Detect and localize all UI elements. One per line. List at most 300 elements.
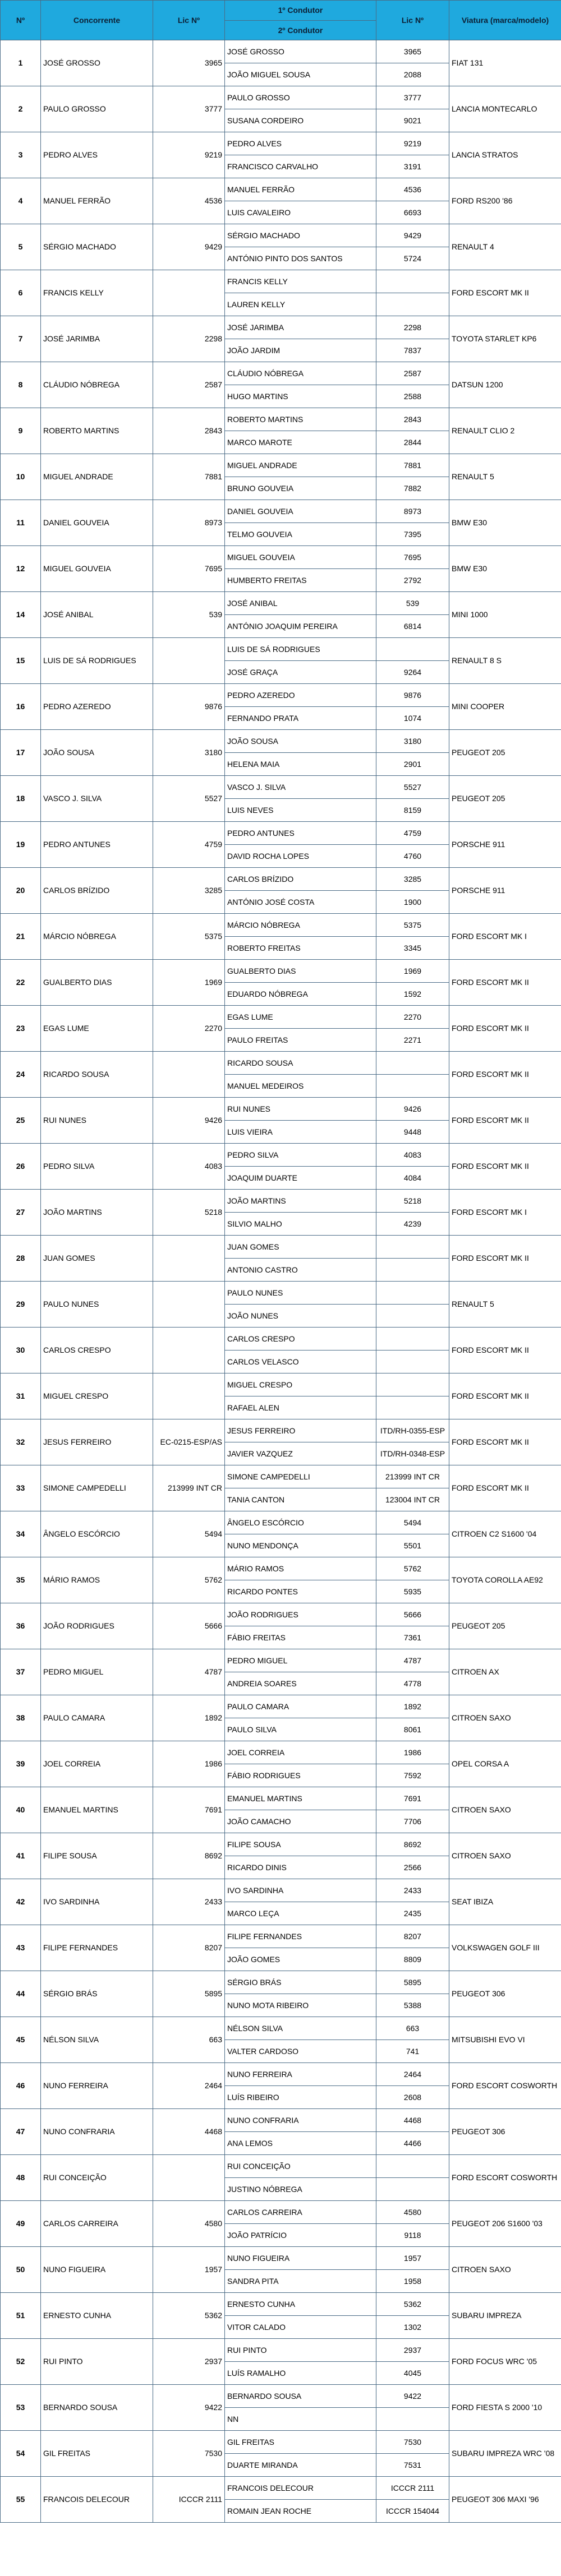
car-model: RENAULT 5 bbox=[449, 1282, 561, 1328]
car-model: MINI 1000 bbox=[449, 592, 561, 638]
entry-number: 40 bbox=[1, 1787, 41, 1833]
table-row bbox=[1, 362, 561, 385]
second-driver-license: 1302 bbox=[376, 2316, 449, 2339]
entry-number: 21 bbox=[1, 914, 41, 960]
first-driver: PEDRO AZEREDO bbox=[225, 684, 376, 707]
car-model: FORD FIESTA S 2000 '10 bbox=[449, 2385, 561, 2431]
table-row bbox=[1, 1787, 561, 1810]
second-driver-license: 7882 bbox=[376, 477, 449, 500]
first-driver-license: 9876 bbox=[376, 684, 449, 707]
car-model: FORD ESCORT MK I bbox=[449, 914, 561, 960]
table-row bbox=[1, 40, 561, 63]
table-row bbox=[1, 1098, 561, 1121]
second-driver: LUIS NEVES bbox=[225, 799, 376, 822]
competitor-license: 213999 INT CR bbox=[153, 1465, 225, 1511]
competitor-name: ROBERTO MARTINS bbox=[41, 408, 153, 454]
second-driver-license: 2792 bbox=[376, 569, 449, 592]
car-model: RENAULT 5 bbox=[449, 454, 561, 500]
second-driver: VITOR CALADO bbox=[225, 2316, 376, 2339]
first-driver: JOÃO MARTINS bbox=[225, 1190, 376, 1213]
second-driver-license: 8809 bbox=[376, 1948, 449, 1971]
header-driver-license: Lic Nº bbox=[376, 1, 449, 40]
first-driver: FILIPE SOUSA bbox=[225, 1833, 376, 1856]
first-driver: NUNO FERREIRA bbox=[225, 2063, 376, 2086]
second-driver: PAULO FREITAS bbox=[225, 1029, 376, 1052]
first-driver-license: 3180 bbox=[376, 730, 449, 753]
first-driver: JOÃO RODRIGUES bbox=[225, 1603, 376, 1626]
entry-number: 52 bbox=[1, 2339, 41, 2385]
car-model: FORD ESCORT MK II bbox=[449, 1144, 561, 1190]
second-driver-license: 5501 bbox=[376, 1534, 449, 1557]
car-model: CITROEN AX bbox=[449, 1649, 561, 1695]
second-driver: RAFAEL ALEN bbox=[225, 1396, 376, 1419]
car-model: FORD ESCORT MK II bbox=[449, 1465, 561, 1511]
second-driver: FERNANDO PRATA bbox=[225, 707, 376, 730]
second-driver: HELENA MAIA bbox=[225, 753, 376, 776]
competitor-license bbox=[153, 2155, 225, 2201]
second-driver-license: 4045 bbox=[376, 2362, 449, 2385]
table-row bbox=[1, 2017, 561, 2040]
first-driver: SIMONE CAMPEDELLI bbox=[225, 1465, 376, 1488]
table-row bbox=[1, 224, 561, 247]
table-header bbox=[1, 1, 561, 40]
table-row bbox=[1, 408, 561, 431]
first-driver: CLÁUDIO NÓBREGA bbox=[225, 362, 376, 385]
second-driver-license: 123004 INT CR bbox=[376, 1488, 449, 1511]
car-model: FORD ESCORT MK II bbox=[449, 1098, 561, 1144]
first-driver: ÂNGELO ESCÓRCIO bbox=[225, 1511, 376, 1534]
table-row bbox=[1, 546, 561, 569]
car-model: SUBARU IMPREZA WRC '08 bbox=[449, 2431, 561, 2477]
first-driver: PAULO GROSSO bbox=[225, 86, 376, 109]
second-driver-license: 2435 bbox=[376, 1902, 449, 1925]
entry-number: 2 bbox=[1, 86, 41, 132]
car-model: FORD ESCORT COSWORTH bbox=[449, 2063, 561, 2109]
second-driver: ANTONIO CASTRO bbox=[225, 1259, 376, 1282]
competitor-name: SIMONE CAMPEDELLI bbox=[41, 1465, 153, 1511]
second-driver-license: 2588 bbox=[376, 385, 449, 408]
second-driver-license: 3191 bbox=[376, 155, 449, 178]
second-driver: RICARDO DINIS bbox=[225, 1856, 376, 1879]
entry-number: 12 bbox=[1, 546, 41, 592]
entry-number: 45 bbox=[1, 2017, 41, 2063]
second-driver: VALTER CARDOSO bbox=[225, 2040, 376, 2063]
second-driver: NUNO MENDONÇA bbox=[225, 1534, 376, 1557]
first-driver-license: 5375 bbox=[376, 914, 449, 937]
competitor-name: JOSÉ ANIBAL bbox=[41, 592, 153, 638]
first-driver-license: 9426 bbox=[376, 1098, 449, 1121]
competitor-license: 663 bbox=[153, 2017, 225, 2063]
second-driver-license: 2608 bbox=[376, 2086, 449, 2109]
entry-number: 41 bbox=[1, 1833, 41, 1879]
first-driver: PEDRO MIGUEL bbox=[225, 1649, 376, 1672]
first-driver: RICARDO SOUSA bbox=[225, 1052, 376, 1075]
first-driver: CARLOS CARREIRA bbox=[225, 2201, 376, 2224]
car-model: FORD ESCORT MK II bbox=[449, 1006, 561, 1052]
entry-number: 46 bbox=[1, 2063, 41, 2109]
first-driver-license: 663 bbox=[376, 2017, 449, 2040]
competitor-name: VASCO J. SILVA bbox=[41, 776, 153, 822]
entry-number: 33 bbox=[1, 1465, 41, 1511]
second-driver: JOÃO GOMES bbox=[225, 1948, 376, 1971]
first-driver-license bbox=[376, 1373, 449, 1396]
first-driver-license bbox=[376, 1236, 449, 1259]
competitor-name: LUIS DE SÁ RODRIGUES bbox=[41, 638, 153, 684]
first-driver: IVO SARDINHA bbox=[225, 1879, 376, 1902]
competitor-name: CARLOS BRÍZIDO bbox=[41, 868, 153, 914]
competitor-name: CARLOS CARREIRA bbox=[41, 2201, 153, 2247]
table-row bbox=[1, 1236, 561, 1259]
entry-number: 7 bbox=[1, 316, 41, 362]
competitor-name: MÁRIO RAMOS bbox=[41, 1557, 153, 1603]
competitor-license: 9219 bbox=[153, 132, 225, 178]
table-row bbox=[1, 1695, 561, 1718]
entry-number: 19 bbox=[1, 822, 41, 868]
competitor-license: 3180 bbox=[153, 730, 225, 776]
competitor-license: 2298 bbox=[153, 316, 225, 362]
entry-number: 48 bbox=[1, 2155, 41, 2201]
car-model: RENAULT CLIO 2 bbox=[449, 408, 561, 454]
competitor-name: RUI CONCEIÇÃO bbox=[41, 2155, 153, 2201]
entry-number: 8 bbox=[1, 362, 41, 408]
second-driver-license bbox=[376, 1305, 449, 1328]
first-driver: ERNESTO CUNHA bbox=[225, 2293, 376, 2316]
first-driver-license: 2433 bbox=[376, 1879, 449, 1902]
table-row bbox=[1, 1190, 561, 1213]
second-driver-license: 7531 bbox=[376, 2454, 449, 2477]
car-model: FORD ESCORT MK I bbox=[449, 1190, 561, 1236]
entry-number: 11 bbox=[1, 500, 41, 546]
competitor-license: 5375 bbox=[153, 914, 225, 960]
entry-number: 5 bbox=[1, 224, 41, 270]
first-driver: JOÃO SOUSA bbox=[225, 730, 376, 753]
competitor-name: SÉRGIO MACHADO bbox=[41, 224, 153, 270]
competitor-name: MIGUEL GOUVEIA bbox=[41, 546, 153, 592]
second-driver-license: 7706 bbox=[376, 1810, 449, 1833]
competitor-license: 1969 bbox=[153, 960, 225, 1006]
first-driver-license: 5494 bbox=[376, 1511, 449, 1534]
car-model: CITROEN SAXO bbox=[449, 1787, 561, 1833]
second-driver: RICARDO PONTES bbox=[225, 1580, 376, 1603]
second-driver-license bbox=[376, 1259, 449, 1282]
car-model: PORSCHE 911 bbox=[449, 822, 561, 868]
competitor-name: ÂNGELO ESCÓRCIO bbox=[41, 1511, 153, 1557]
car-model: PEUGEOT 306 bbox=[449, 2109, 561, 2155]
table-row bbox=[1, 638, 561, 661]
competitor-license bbox=[153, 270, 225, 316]
competitor-license: 5362 bbox=[153, 2293, 225, 2339]
competitor-name: JOÃO MARTINS bbox=[41, 1190, 153, 1236]
second-driver-license: 9448 bbox=[376, 1121, 449, 1144]
entry-number: 53 bbox=[1, 2385, 41, 2431]
second-driver-license bbox=[376, 1396, 449, 1419]
first-driver-license: 7881 bbox=[376, 454, 449, 477]
second-driver-license: 4466 bbox=[376, 2132, 449, 2155]
competitor-name: IVO SARDINHA bbox=[41, 1879, 153, 1925]
header-first-driver: 1º Condutor bbox=[225, 1, 376, 21]
car-model: FORD ESCORT MK II bbox=[449, 270, 561, 316]
second-driver-license: ITD/RH-0348-ESP bbox=[376, 1442, 449, 1465]
entry-number: 23 bbox=[1, 1006, 41, 1052]
entry-number: 17 bbox=[1, 730, 41, 776]
competitor-license bbox=[153, 1373, 225, 1419]
first-driver: CARLOS BRÍZIDO bbox=[225, 868, 376, 891]
first-driver-license: 8973 bbox=[376, 500, 449, 523]
first-driver-license: 1892 bbox=[376, 1695, 449, 1718]
first-driver-license: 3777 bbox=[376, 86, 449, 109]
entry-number: 49 bbox=[1, 2201, 41, 2247]
competitor-name: EMANUEL MARTINS bbox=[41, 1787, 153, 1833]
table-row bbox=[1, 1557, 561, 1580]
competitor-name: DANIEL GOUVEIA bbox=[41, 500, 153, 546]
entry-number: 37 bbox=[1, 1649, 41, 1695]
table-row bbox=[1, 1925, 561, 1948]
table-row bbox=[1, 454, 561, 477]
first-driver: NUNO CONFRARIA bbox=[225, 2109, 376, 2132]
competitor-name: EGAS LUME bbox=[41, 1006, 153, 1052]
second-driver-license: ICCCR 154044 bbox=[376, 2500, 449, 2523]
car-model: FORD ESCORT MK II bbox=[449, 1236, 561, 1282]
first-driver-license bbox=[376, 1052, 449, 1075]
second-driver: ROMAIN JEAN ROCHE bbox=[225, 2500, 376, 2523]
competitor-name: JOÃO SOUSA bbox=[41, 730, 153, 776]
competitor-license bbox=[153, 1328, 225, 1373]
entry-number: 47 bbox=[1, 2109, 41, 2155]
entry-number: 6 bbox=[1, 270, 41, 316]
entry-number: 42 bbox=[1, 1879, 41, 1925]
competitor-name: MÁRCIO NÓBREGA bbox=[41, 914, 153, 960]
entry-number: 36 bbox=[1, 1603, 41, 1649]
second-driver-license: 2271 bbox=[376, 1029, 449, 1052]
car-model: LANCIA STRATOS bbox=[449, 132, 561, 178]
first-driver-license: 5218 bbox=[376, 1190, 449, 1213]
car-model: PEUGEOT 206 S1600 '03 bbox=[449, 2201, 561, 2247]
competitor-license: 5895 bbox=[153, 1971, 225, 2017]
competitor-name: NUNO FERREIRA bbox=[41, 2063, 153, 2109]
car-model: PEUGEOT 205 bbox=[449, 1603, 561, 1649]
second-driver: MANUEL MEDEIROS bbox=[225, 1075, 376, 1098]
competitor-license: 7881 bbox=[153, 454, 225, 500]
competitor-license: 8692 bbox=[153, 1833, 225, 1879]
competitor-license: 5666 bbox=[153, 1603, 225, 1649]
car-model: FORD FOCUS WRC '05 bbox=[449, 2339, 561, 2385]
car-model: PORSCHE 911 bbox=[449, 868, 561, 914]
competitor-license: 1892 bbox=[153, 1695, 225, 1741]
second-driver: ANTÓNIO JOSÉ COSTA bbox=[225, 891, 376, 914]
first-driver: JOSÉ JARIMBA bbox=[225, 316, 376, 339]
second-driver-license: 2566 bbox=[376, 1856, 449, 1879]
table-row bbox=[1, 1419, 561, 1442]
entry-number: 54 bbox=[1, 2431, 41, 2477]
car-model: SEAT IBIZA bbox=[449, 1879, 561, 1925]
second-driver-license: 5935 bbox=[376, 1580, 449, 1603]
second-driver: ANTÓNIO JOAQUIM PEREIRA bbox=[225, 615, 376, 638]
second-driver-license: 4239 bbox=[376, 1213, 449, 1236]
first-driver: CARLOS CRESPO bbox=[225, 1328, 376, 1351]
entry-number: 9 bbox=[1, 408, 41, 454]
first-driver: BERNARDO SOUSA bbox=[225, 2385, 376, 2408]
table-row bbox=[1, 822, 561, 845]
competitor-name: JESUS FERREIRO bbox=[41, 1419, 153, 1465]
competitor-license: 5494 bbox=[153, 1511, 225, 1557]
header-car: Viatura (marca/modelo) bbox=[449, 1, 561, 40]
table-row bbox=[1, 1328, 561, 1351]
table-row bbox=[1, 1833, 561, 1856]
car-model: SUBARU IMPREZA bbox=[449, 2293, 561, 2339]
competitor-license: 4759 bbox=[153, 822, 225, 868]
second-driver-license: 741 bbox=[376, 2040, 449, 2063]
competitor-license: 3965 bbox=[153, 40, 225, 86]
second-driver: MARCO MAROTE bbox=[225, 431, 376, 454]
car-model: CITROEN SAXO bbox=[449, 1695, 561, 1741]
entry-number: 38 bbox=[1, 1695, 41, 1741]
first-driver: JUAN GOMES bbox=[225, 1236, 376, 1259]
competitor-name: MIGUEL CRESPO bbox=[41, 1373, 153, 1419]
table-row bbox=[1, 270, 561, 293]
first-driver: FRANCIS KELLY bbox=[225, 270, 376, 293]
second-driver: NUNO MOTA RIBEIRO bbox=[225, 1994, 376, 2017]
first-driver: PEDRO ANTUNES bbox=[225, 822, 376, 845]
competitor-license: 4468 bbox=[153, 2109, 225, 2155]
table-row bbox=[1, 592, 561, 615]
second-driver-license: 2844 bbox=[376, 431, 449, 454]
first-driver: EGAS LUME bbox=[225, 1006, 376, 1029]
car-model: BMW E30 bbox=[449, 546, 561, 592]
first-driver: EMANUEL MARTINS bbox=[225, 1787, 376, 1810]
second-driver-license: 4084 bbox=[376, 1167, 449, 1190]
table-row bbox=[1, 86, 561, 109]
car-model: BMW E30 bbox=[449, 500, 561, 546]
table-row bbox=[1, 1741, 561, 1764]
entry-number: 3 bbox=[1, 132, 41, 178]
competitor-license: 4580 bbox=[153, 2201, 225, 2247]
first-driver: MIGUEL GOUVEIA bbox=[225, 546, 376, 569]
competitor-name: FRANCIS KELLY bbox=[41, 270, 153, 316]
first-driver: JOSÉ GROSSO bbox=[225, 40, 376, 63]
first-driver: DANIEL GOUVEIA bbox=[225, 500, 376, 523]
first-driver-license: 2843 bbox=[376, 408, 449, 431]
competitor-license: 539 bbox=[153, 592, 225, 638]
table-row bbox=[1, 1282, 561, 1305]
entry-number: 22 bbox=[1, 960, 41, 1006]
header-competitor: Concorrente bbox=[41, 1, 153, 40]
second-driver-license: 1958 bbox=[376, 2270, 449, 2293]
second-driver: JOÃO MIGUEL SOUSA bbox=[225, 63, 376, 86]
first-driver-license: 4083 bbox=[376, 1144, 449, 1167]
entry-number: 25 bbox=[1, 1098, 41, 1144]
first-driver-license: 3965 bbox=[376, 40, 449, 63]
competitor-license: 8207 bbox=[153, 1925, 225, 1971]
competitor-license: ICCCR 2111 bbox=[153, 2477, 225, 2523]
car-model: LANCIA MONTECARLO bbox=[449, 86, 561, 132]
competitor-name: JUAN GOMES bbox=[41, 1236, 153, 1282]
table-row bbox=[1, 868, 561, 891]
competitor-license: 2270 bbox=[153, 1006, 225, 1052]
header-second-driver: 2º Condutor bbox=[225, 21, 376, 40]
second-driver: JOÃO JARDIM bbox=[225, 339, 376, 362]
entry-number: 4 bbox=[1, 178, 41, 224]
second-driver: JAVIER VAZQUEZ bbox=[225, 1442, 376, 1465]
table-row bbox=[1, 2431, 561, 2454]
second-driver: MARCO LEÇA bbox=[225, 1902, 376, 1925]
competitor-name: FILIPE SOUSA bbox=[41, 1833, 153, 1879]
competitor-name: PEDRO ANTUNES bbox=[41, 822, 153, 868]
table-row bbox=[1, 960, 561, 983]
first-driver-license: 2587 bbox=[376, 362, 449, 385]
entry-number: 20 bbox=[1, 868, 41, 914]
entry-number: 16 bbox=[1, 684, 41, 730]
competitor-name: JOEL CORREIA bbox=[41, 1741, 153, 1787]
table-row bbox=[1, 1649, 561, 1672]
second-driver: SANDRA PITA bbox=[225, 2270, 376, 2293]
second-driver: JOSÉ GRAÇA bbox=[225, 661, 376, 684]
car-model: RENAULT 8 S bbox=[449, 638, 561, 684]
first-driver: PAULO CAMARA bbox=[225, 1695, 376, 1718]
second-driver: ANA LEMOS bbox=[225, 2132, 376, 2155]
competitor-name: PAULO GROSSO bbox=[41, 86, 153, 132]
car-model: FIAT 131 bbox=[449, 40, 561, 86]
car-model: FORD ESCORT COSWORTH bbox=[449, 2155, 561, 2201]
competitor-license bbox=[153, 1236, 225, 1282]
competitor-license bbox=[153, 1052, 225, 1098]
car-model: CITROEN C2 S1600 '04 bbox=[449, 1511, 561, 1557]
first-driver-license: 539 bbox=[376, 592, 449, 615]
header-license: Lic Nº bbox=[153, 1, 225, 40]
table-row bbox=[1, 1603, 561, 1626]
second-driver-license bbox=[376, 1075, 449, 1098]
first-driver: JOSÉ ANIBAL bbox=[225, 592, 376, 615]
first-driver: PAULO NUNES bbox=[225, 1282, 376, 1305]
table-row bbox=[1, 2155, 561, 2178]
second-driver: LUÍS RIBEIRO bbox=[225, 2086, 376, 2109]
second-driver: NN bbox=[225, 2408, 376, 2431]
first-driver: FRANCOIS DELECOUR bbox=[225, 2477, 376, 2500]
first-driver-license: 9219 bbox=[376, 132, 449, 155]
competitor-license: 2433 bbox=[153, 1879, 225, 1925]
second-driver: LAUREN KELLY bbox=[225, 293, 376, 316]
competitor-license: EC-0215-ESP/AS bbox=[153, 1419, 225, 1465]
first-driver-license: 9422 bbox=[376, 2385, 449, 2408]
competitor-name: JOÃO RODRIGUES bbox=[41, 1603, 153, 1649]
table-row bbox=[1, 316, 561, 339]
car-model: FORD ESCORT MK II bbox=[449, 1328, 561, 1373]
second-driver: LUÍS RAMALHO bbox=[225, 2362, 376, 2385]
second-driver: BRUNO GOUVEIA bbox=[225, 477, 376, 500]
first-driver: RUI NUNES bbox=[225, 1098, 376, 1121]
competitor-name: FILIPE FERNANDES bbox=[41, 1925, 153, 1971]
second-driver-license bbox=[376, 1351, 449, 1373]
first-driver-license: 4787 bbox=[376, 1649, 449, 1672]
first-driver-license bbox=[376, 1282, 449, 1305]
competitor-name: MANUEL FERRÃO bbox=[41, 178, 153, 224]
competitor-license: 2937 bbox=[153, 2339, 225, 2385]
car-model: FORD ESCORT MK II bbox=[449, 1373, 561, 1419]
second-driver: FÁBIO FREITAS bbox=[225, 1626, 376, 1649]
car-model: FORD ESCORT MK II bbox=[449, 1052, 561, 1098]
second-driver: JOÃO PATRÍCIO bbox=[225, 2224, 376, 2247]
entry-number: 27 bbox=[1, 1190, 41, 1236]
first-driver-license: 5666 bbox=[376, 1603, 449, 1626]
first-driver-license bbox=[376, 270, 449, 293]
second-driver: FÁBIO RODRIGUES bbox=[225, 1764, 376, 1787]
first-driver-license: 4580 bbox=[376, 2201, 449, 2224]
first-driver: GUALBERTO DIAS bbox=[225, 960, 376, 983]
second-driver: JOÃO CAMACHO bbox=[225, 1810, 376, 1833]
table-row bbox=[1, 1144, 561, 1167]
table-row bbox=[1, 776, 561, 799]
first-driver-license: 5362 bbox=[376, 2293, 449, 2316]
table-row bbox=[1, 684, 561, 707]
